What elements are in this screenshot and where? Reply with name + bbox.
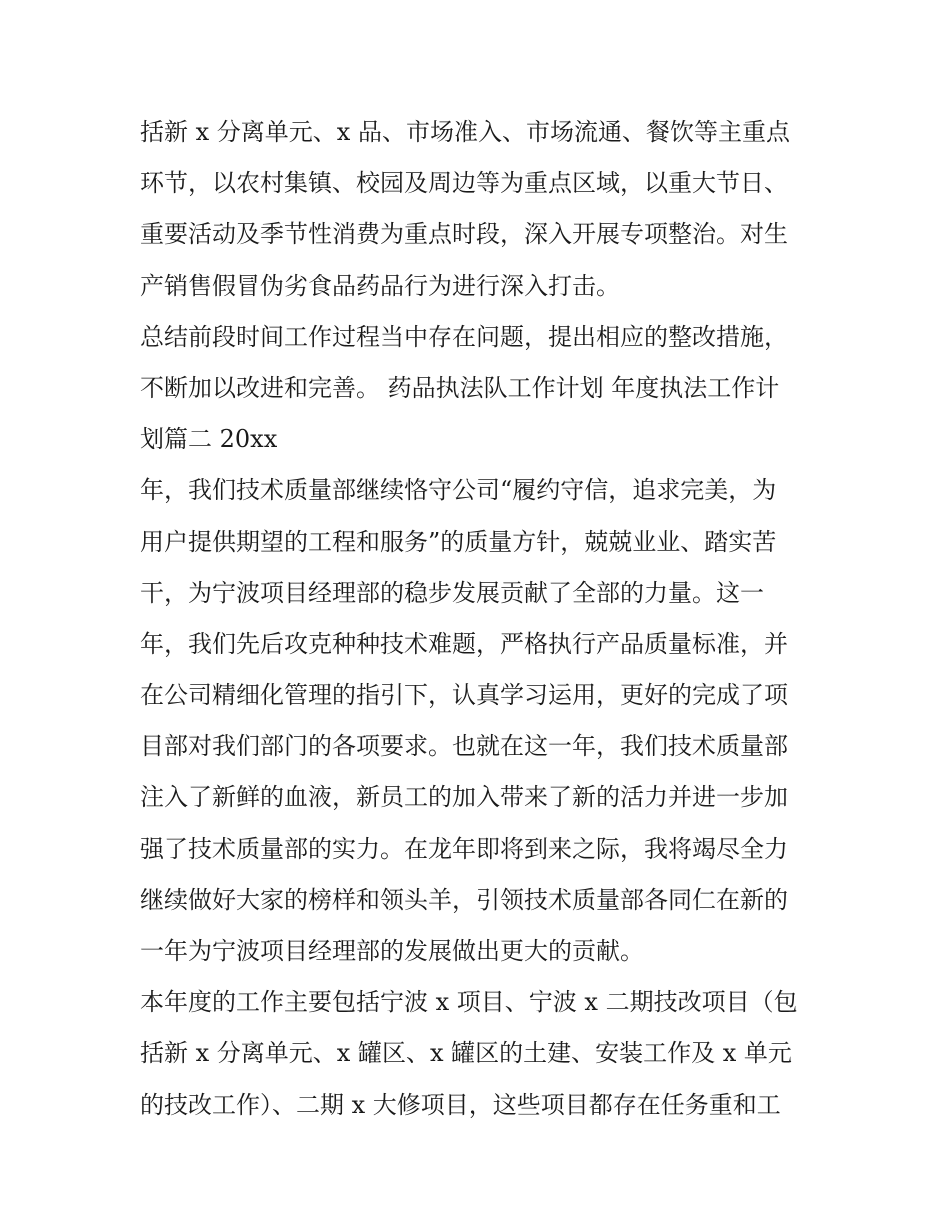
text-line: 产销售假冒伪劣食品药品行为进行深入打击。 [140,271,620,300]
text-line: 环节，以农村集镇、校园及周边等为重点区域，以重大节日、 [140,169,788,198]
text-line: 划篇二 20xx [140,425,278,454]
text-line: 本年度的工作主要包括宁波 x 项目、宁波 x 二期技改项目（包 [140,988,798,1017]
text-line: 用户提供期望的工程和服务”的质量方针，兢兢业业、踏实苦 [140,527,777,556]
text-line: 继续做好大家的榜样和领头羊，引领技术质量部各同仁在新的 [140,885,788,914]
text-line: 年，我们先后攻克种种技术难题，严格执行产品质量标准，并 [140,629,788,658]
text-line: 括新 x 分离单元、x 品、市场准入、市场流通、餐饮等主重点 [140,118,790,146]
text-line: 注入了新鲜的血液，新员工的加入带来了新的活力并进一步加 [140,783,788,812]
text-line: 不断加以改进和完善。 药品执法队工作计划 年度执法工作计 [140,373,780,402]
text-line: 的技改工作）、二期 x 大修项目，这些项目都存在任务重和工 [140,1090,781,1119]
text-line: 总结前段时间工作过程当中存在问题，提出相应的整改措施， [140,322,788,351]
text-line: 括新 x 分离单元、x 罐区、x 罐区的土建、安装工作及 x 单元 [140,1039,792,1068]
text-line: 重要活动及季节性消费为重点时段，深入开展专项整治。对生 [140,220,788,249]
text-line: 干，为宁波项目经理部的稳步发展贡献了全部的力量。这一 [140,578,764,607]
text-line: 目部对我们部门的各项要求。也就在这一年，我们技术质量部 [140,732,788,761]
text-line: 年，我们技术质量部继续恪守公司“履约守信，追求完美，为 [140,476,777,505]
text-line: 强了技术质量部的实力。在龙年即将到来之际，我将竭尽全力 [140,834,788,863]
text-line: 在公司精细化管理的指引下，认真学习运用，更好的完成了项 [140,681,788,710]
document-body [140,107,820,1131]
text-line: 一年为宁波项目经理部的发展做出更大的贡献。 [140,937,644,965]
